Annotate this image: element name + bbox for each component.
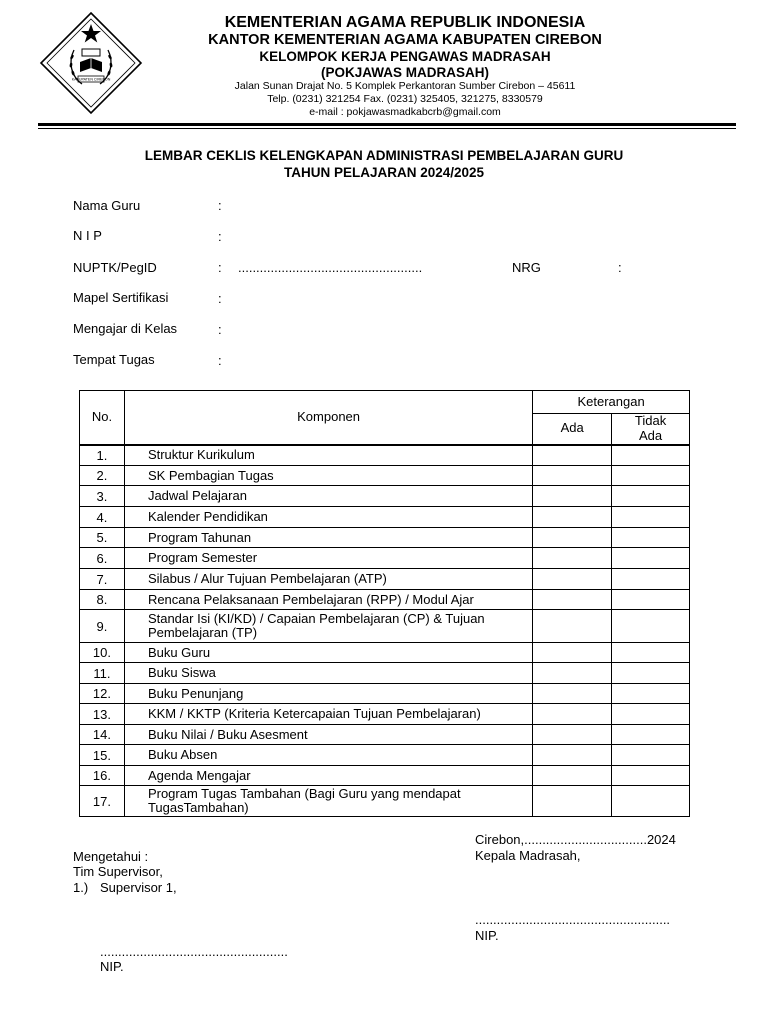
- table-row: [80, 684, 690, 704]
- field-colon: :: [218, 198, 222, 213]
- check-cell-tidak-ada[interactable]: [612, 486, 690, 507]
- row-komponen: Program Tugas Tambahan (Bagi Guru yang mendapat TugasTambahan): [124, 786, 532, 817]
- header-no: No.: [80, 391, 125, 445]
- field-colon: :: [218, 291, 222, 306]
- table-row: [80, 445, 690, 466]
- field-label-mapel: Mapel Sertifikasi: [73, 290, 169, 305]
- row-number: 6.: [80, 548, 125, 569]
- table-row: [80, 786, 690, 817]
- check-cell-tidak-ada[interactable]: [612, 590, 690, 610]
- header-tidak-ada-line-1: Tidak: [634, 413, 667, 428]
- nuptk-dots: ...................................................: [238, 260, 423, 275]
- check-cell-tidak-ada[interactable]: [612, 569, 690, 590]
- check-cell-tidak-ada[interactable]: [612, 466, 690, 486]
- email: e-mail : pokjawasmadkabcrb@gmail.com: [309, 106, 501, 119]
- check-cell-ada[interactable]: [533, 643, 612, 663]
- row-number: 17.: [80, 786, 125, 817]
- row-number: 15.: [80, 745, 125, 766]
- check-cell-tidak-ada[interactable]: [612, 610, 690, 643]
- row-number: 7.: [80, 569, 125, 590]
- check-cell-tidak-ada[interactable]: [612, 684, 690, 704]
- title-line-2: TAHUN PELAJARAN 2024/2025: [283, 164, 485, 180]
- row-number: 2.: [80, 466, 125, 486]
- title-line-1: LEMBAR CEKLIS KELENGKAPAN ADMINISTRASI PEMBELAJARAN GURU: [144, 148, 624, 163]
- header-rule-thin: [38, 128, 736, 129]
- place-date: Cirebon,..................................2024: [475, 832, 676, 847]
- header-keterangan: Keterangan: [533, 391, 690, 414]
- check-cell-ada[interactable]: [533, 704, 612, 725]
- field-colon: :: [218, 229, 222, 244]
- check-cell-ada[interactable]: [533, 528, 612, 548]
- check-cell-tidak-ada[interactable]: [612, 704, 690, 725]
- row-number: 1.: [80, 445, 125, 466]
- table-row: [80, 466, 690, 486]
- table-row: [80, 725, 690, 745]
- table-row: [80, 766, 690, 786]
- check-cell-tidak-ada[interactable]: [612, 528, 690, 548]
- check-cell-ada[interactable]: [533, 766, 612, 786]
- table-row: [80, 569, 690, 590]
- table-row: [80, 486, 690, 507]
- field-colon: :: [218, 260, 222, 275]
- field-label-tempat: Tempat Tugas: [73, 352, 155, 367]
- row-komponen: Rencana Pelaksanaan Pembelajaran (RPP) / Modul Ajar: [124, 590, 532, 610]
- table-row: [80, 548, 690, 569]
- check-cell-tidak-ada[interactable]: [612, 507, 690, 528]
- row-number: 3.: [80, 486, 125, 507]
- table-row: [80, 507, 690, 528]
- field-colon: :: [618, 260, 622, 275]
- row-number: 8.: [80, 590, 125, 610]
- check-cell-tidak-ada[interactable]: [612, 643, 690, 663]
- tim-supervisor-label: Tim Supervisor,: [73, 864, 163, 879]
- row-komponen: Standar Isi (KI/KD) / Capaian Pembelajaran (CP) & Tujuan Pembelajaran (TP): [124, 610, 532, 643]
- group-abbr: (POKJAWAS MADRASAH): [320, 64, 489, 80]
- row-number: 5.: [80, 528, 125, 548]
- row-number: 12.: [80, 684, 125, 704]
- row-number: 4.: [80, 507, 125, 528]
- table-row: [80, 610, 690, 643]
- table-row: [80, 643, 690, 663]
- row-komponen: Struktur Kurikulum: [124, 445, 532, 466]
- table-row: [80, 663, 690, 684]
- field-label-kelas: Mengajar di Kelas: [73, 321, 178, 336]
- row-komponen: Buku Penunjang: [124, 684, 532, 704]
- letterhead: [160, 14, 650, 119]
- check-cell-ada[interactable]: [533, 466, 612, 486]
- check-cell-tidak-ada[interactable]: [612, 725, 690, 745]
- checklist-table: [79, 390, 690, 817]
- supervisor-number: 1.): [73, 880, 89, 895]
- row-komponen: Silabus / Alur Tujuan Pembelajaran (ATP): [124, 569, 532, 590]
- check-cell-ada[interactable]: [533, 610, 612, 643]
- check-cell-tidak-ada[interactable]: [612, 663, 690, 684]
- check-cell-ada[interactable]: [533, 507, 612, 528]
- mengetahui-label: Mengetahui :: [73, 849, 149, 864]
- check-cell-ada[interactable]: [533, 548, 612, 569]
- header-rule-thick: [38, 123, 736, 126]
- check-cell-ada[interactable]: [533, 684, 612, 704]
- row-komponen: Kalender Pendidikan: [124, 507, 532, 528]
- row-komponen: Program Semester: [124, 548, 532, 569]
- kepala-madrasah-label: Kepala Madrasah,: [475, 848, 581, 863]
- check-cell-ada[interactable]: [533, 445, 612, 466]
- kepala-signature-line: ......................................................: [475, 912, 671, 927]
- check-cell-tidak-ada[interactable]: [612, 548, 690, 569]
- row-komponen: Agenda Mengajar: [124, 766, 532, 786]
- row-number: 10.: [80, 643, 125, 663]
- check-cell-ada[interactable]: [533, 663, 612, 684]
- field-label-nrg: NRG: [512, 260, 541, 275]
- field-colon: :: [218, 322, 222, 337]
- row-komponen: KKM / KKTP (Kriteria Ketercapaian Tujuan Pembelajaran): [124, 704, 532, 725]
- ministry-logo: [38, 10, 144, 116]
- ministry-name: KEMENTERIAN AGAMA REPUBLIK INDONESIA: [224, 14, 586, 31]
- address: Jalan Sunan Drajat No. 5 Komplek Perkantoran Sumber Cirebon – 45611: [234, 80, 576, 93]
- check-cell-ada[interactable]: [533, 569, 612, 590]
- supervisor-nip-label: NIP.: [100, 959, 124, 974]
- table-row: [80, 704, 690, 725]
- row-komponen: Buku Nilai / Buku Asesment: [124, 725, 532, 745]
- row-komponen: Buku Siswa: [124, 663, 532, 684]
- row-komponen: Buku Guru: [124, 643, 532, 663]
- check-cell-ada[interactable]: [533, 725, 612, 745]
- header-tidak-ada-line-2: Ada: [638, 427, 663, 443]
- check-cell-ada[interactable]: [533, 786, 612, 817]
- row-komponen: SK Pembagian Tugas: [124, 466, 532, 486]
- table-row: [80, 745, 690, 766]
- office-name: KANTOR KEMENTERIAN AGAMA KABUPATEN CIREBON: [208, 32, 602, 49]
- supervisor-name: Supervisor 1,: [100, 880, 177, 895]
- table-row: [80, 590, 690, 610]
- check-cell-tidak-ada[interactable]: [612, 745, 690, 766]
- check-cell-ada[interactable]: [533, 590, 612, 610]
- check-cell-tidak-ada[interactable]: [612, 766, 690, 786]
- row-number: 11.: [80, 663, 125, 684]
- svg-text:KABUPATEN CIREBON: KABUPATEN CIREBON: [71, 77, 111, 82]
- check-cell-ada[interactable]: [533, 486, 612, 507]
- row-komponen: Buku Absen: [124, 745, 532, 766]
- check-cell-tidak-ada[interactable]: [612, 786, 690, 817]
- field-label-nuptk: NUPTK/PegID: [73, 260, 157, 275]
- row-komponen: Program Tahunan: [124, 528, 532, 548]
- row-number: 13.: [80, 704, 125, 725]
- check-cell-tidak-ada[interactable]: [612, 445, 690, 466]
- document-title: [60, 148, 708, 182]
- row-number: 14.: [80, 725, 125, 745]
- check-cell-ada[interactable]: [533, 745, 612, 766]
- row-number: 9.: [80, 610, 125, 643]
- row-number: 16.: [80, 766, 125, 786]
- header-komponen: Komponen: [124, 391, 532, 445]
- field-label-nama-guru: Nama Guru: [73, 198, 141, 213]
- field-label-nip: N I P: [73, 228, 102, 243]
- group-name: KELOMPOK KERJA PENGAWAS MADRASAH: [259, 49, 551, 65]
- header-tidak-ada: [612, 414, 690, 445]
- kepala-nip-label: NIP.: [475, 928, 499, 943]
- table-row: [80, 528, 690, 548]
- header-ada: Ada: [533, 414, 612, 445]
- row-komponen: Jadwal Pelajaran: [124, 486, 532, 507]
- field-colon: :: [218, 353, 222, 368]
- supervisor-signature-line: ....................................................: [100, 944, 288, 959]
- phone: Telp. (0231) 321254 Fax. (0231) 325405, 321275, 8330579: [267, 93, 543, 106]
